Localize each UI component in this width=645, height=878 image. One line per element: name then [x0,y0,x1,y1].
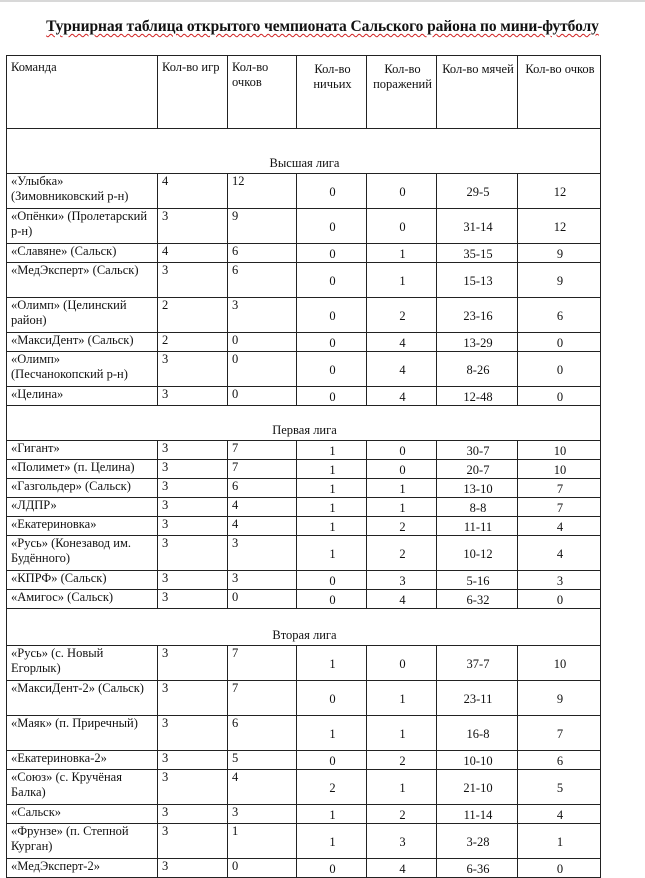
cell-goals: 8-26 [437,352,518,387]
cell-points: 6 [228,244,297,263]
cell-games: 3 [158,479,228,498]
cell-games: 3 [158,517,228,536]
standings-table [6,55,601,878]
cell-draws: 1 [297,716,367,751]
cell-points: 7 [228,441,297,460]
cell-points2: 0 [518,352,601,387]
cell-draws: 0 [297,751,367,770]
cell-goals: 37-7 [437,646,518,681]
cell-draws: 1 [297,805,367,824]
cell-losses: 4 [367,387,437,406]
cell-goals: 30-7 [437,441,518,460]
cell-losses: 1 [367,770,437,805]
table-row [7,174,601,209]
title-text: Турнирная таблица открытого чемпионата Сальского района по мини-футболу [46,18,599,35]
cell-draws: 1 [297,460,367,479]
cell-goals: 6-36 [437,859,518,878]
cell-games: 2 [158,298,228,333]
cell-points2: 12 [518,209,601,244]
cell-games: 3 [158,751,228,770]
cell-team: «Фрунзе» (п. Степной Курган) [7,824,158,859]
cell-draws: 0 [297,859,367,878]
page-top-edge [0,0,645,2]
cell-games: 3 [158,590,228,609]
cell-team: «Улыбка» (Зимовниковский р-н) [7,174,158,209]
table-row [7,298,601,333]
cell-goals: 8-8 [437,498,518,517]
cell-points2: 0 [518,590,601,609]
cell-goals: 31-14 [437,209,518,244]
cell-team: «Русь» (Конезавод им. Будённого) [7,536,158,571]
cell-team: «Олимп» (Целинский район) [7,298,158,333]
cell-games: 3 [158,352,228,387]
cell-games: 3 [158,824,228,859]
table-row [7,770,601,805]
table-row [7,716,601,751]
cell-draws: 0 [297,298,367,333]
cell-games: 3 [158,770,228,805]
cell-losses: 1 [367,263,437,298]
cell-draws: 1 [297,479,367,498]
cell-points: 0 [228,590,297,609]
league-title: Высшая лига [7,129,601,174]
cell-points2: 4 [518,805,601,824]
cell-points2: 7 [518,479,601,498]
cell-points: 4 [228,770,297,805]
cell-goals: 23-16 [437,298,518,333]
cell-draws: 1 [297,441,367,460]
cell-points2: 3 [518,571,601,590]
cell-team: «Маяк» (п. Приречный) [7,716,158,751]
cell-points2: 4 [518,536,601,571]
cell-games: 3 [158,805,228,824]
cell-points2: 4 [518,517,601,536]
cell-points: 6 [228,479,297,498]
cell-losses: 1 [367,479,437,498]
cell-points2: 0 [518,387,601,406]
cell-team: «Олимп» (Песчанокопский р-н) [7,352,158,387]
cell-points2: 6 [518,751,601,770]
cell-goals: 23-11 [437,681,518,716]
cell-draws: 1 [297,498,367,517]
cell-games: 3 [158,571,228,590]
cell-draws: 1 [297,824,367,859]
cell-points: 4 [228,517,297,536]
table-row [7,517,601,536]
cell-losses: 0 [367,209,437,244]
table-header-row [7,56,601,129]
cell-points: 3 [228,298,297,333]
cell-goals: 29-5 [437,174,518,209]
cell-draws: 0 [297,681,367,716]
table-row [7,681,601,716]
cell-losses: 2 [367,517,437,536]
cell-points: 3 [228,536,297,571]
table-row [7,460,601,479]
table-row [7,441,601,460]
cell-losses: 1 [367,681,437,716]
cell-games: 3 [158,460,228,479]
cell-games: 3 [158,387,228,406]
cell-goals: 13-29 [437,333,518,352]
cell-points2: 5 [518,770,601,805]
cell-points2: 0 [518,333,601,352]
table-row [7,209,601,244]
cell-points: 1 [228,824,297,859]
cell-games: 3 [158,716,228,751]
cell-points: 7 [228,681,297,716]
cell-draws: 2 [297,770,367,805]
cell-goals: 35-15 [437,244,518,263]
cell-goals: 10-10 [437,751,518,770]
cell-losses: 2 [367,298,437,333]
cell-games: 3 [158,681,228,716]
cell-losses: 1 [367,498,437,517]
cell-team: «Целина» [7,387,158,406]
cell-points: 5 [228,751,297,770]
cell-team: «Екатериновка-2» [7,751,158,770]
cell-draws: 0 [297,174,367,209]
cell-points2: 9 [518,244,601,263]
cell-points2: 10 [518,460,601,479]
cell-points: 6 [228,263,297,298]
cell-games: 4 [158,244,228,263]
cell-losses: 3 [367,571,437,590]
league-title: Вторая лига [7,609,601,646]
cell-losses: 2 [367,751,437,770]
header-team: Команда [7,56,158,129]
cell-draws: 0 [297,352,367,387]
cell-team: «Амигос» (Сальск) [7,590,158,609]
cell-team: «Русь» (с. Новый Егорлык) [7,646,158,681]
cell-draws: 1 [297,646,367,681]
league-row [7,609,601,646]
table-row [7,498,601,517]
cell-goals: 20-7 [437,460,518,479]
table-row [7,536,601,571]
cell-points2: 6 [518,298,601,333]
cell-points2: 7 [518,498,601,517]
cell-goals: 6-32 [437,590,518,609]
cell-goals: 13-10 [437,479,518,498]
cell-team: «КПРФ» (Сальск) [7,571,158,590]
header-games: Кол-во игр [158,56,228,129]
table-row [7,263,601,298]
cell-games: 3 [158,209,228,244]
cell-draws: 0 [297,571,367,590]
cell-goals: 3-28 [437,824,518,859]
cell-draws: 0 [297,263,367,298]
cell-draws: 1 [297,517,367,536]
league-row [7,129,601,174]
cell-goals: 21-10 [437,770,518,805]
cell-points: 6 [228,716,297,751]
cell-games: 4 [158,174,228,209]
table-row [7,805,601,824]
cell-team: «МедЭксперт-2» [7,859,158,878]
cell-team: «МедЭксперт» (Сальск) [7,263,158,298]
cell-draws: 1 [297,536,367,571]
cell-games: 3 [158,498,228,517]
cell-points2: 12 [518,174,601,209]
cell-losses: 0 [367,441,437,460]
cell-team: «Сальск» [7,805,158,824]
cell-points2: 10 [518,441,601,460]
table-row [7,352,601,387]
cell-points: 7 [228,460,297,479]
cell-goals: 10-12 [437,536,518,571]
cell-points2: 10 [518,646,601,681]
header-points: Кол-во очков [228,56,297,129]
cell-points: 7 [228,646,297,681]
cell-goals: 15-13 [437,263,518,298]
cell-points: 3 [228,571,297,590]
cell-points: 0 [228,859,297,878]
cell-games: 3 [158,263,228,298]
league-title: Первая лига [7,406,601,441]
cell-games: 2 [158,333,228,352]
table-row [7,646,601,681]
cell-draws: 0 [297,333,367,352]
cell-goals: 11-11 [437,517,518,536]
cell-points: 4 [228,498,297,517]
cell-goals: 5-16 [437,571,518,590]
cell-team: «Союз» (с. Кручёная Балка) [7,770,158,805]
cell-draws: 0 [297,590,367,609]
cell-points2: 9 [518,681,601,716]
cell-points2: 0 [518,859,601,878]
cell-losses: 0 [367,174,437,209]
table-row [7,824,601,859]
header-goals: Кол-во мячей [437,56,518,129]
cell-points: 3 [228,805,297,824]
cell-games: 3 [158,441,228,460]
cell-losses: 0 [367,460,437,479]
cell-losses: 1 [367,244,437,263]
cell-losses: 4 [367,333,437,352]
cell-points: 9 [228,209,297,244]
cell-points: 0 [228,387,297,406]
cell-games: 3 [158,859,228,878]
cell-goals: 16-8 [437,716,518,751]
table-row [7,387,601,406]
cell-team: «Полимет» (п. Целина) [7,460,158,479]
cell-team: «ЛДПР» [7,498,158,517]
document-title [0,18,645,36]
cell-draws: 0 [297,387,367,406]
cell-team: «Гигант» [7,441,158,460]
cell-losses: 4 [367,352,437,387]
table-row [7,479,601,498]
table-row [7,333,601,352]
cell-losses: 3 [367,824,437,859]
cell-points2: 7 [518,716,601,751]
cell-draws: 0 [297,209,367,244]
table-row [7,859,601,878]
cell-team: «Газгольдер» (Сальск) [7,479,158,498]
cell-points: 12 [228,174,297,209]
header-losses: Кол-во поражений [367,56,437,129]
cell-points2: 9 [518,263,601,298]
cell-goals: 12-48 [437,387,518,406]
table-row [7,751,601,770]
cell-losses: 4 [367,859,437,878]
cell-losses: 4 [367,590,437,609]
table-row [7,590,601,609]
cell-team: «МаксиДент» (Сальск) [7,333,158,352]
table-row [7,244,601,263]
cell-goals: 11-14 [437,805,518,824]
cell-team: «Славяне» (Сальск) [7,244,158,263]
cell-games: 3 [158,646,228,681]
cell-points2: 1 [518,824,601,859]
cell-team: «Екатериновка» [7,517,158,536]
cell-team: «МаксиДент-2» (Сальск) [7,681,158,716]
table-row [7,571,601,590]
header-points-total: Кол-во очков [518,56,601,129]
cell-losses: 1 [367,716,437,751]
league-row [7,406,601,441]
cell-team: «Опёнки» (Пролетарский р-н) [7,209,158,244]
header-draws: Кол-во ничьих [297,56,367,129]
cell-points: 0 [228,333,297,352]
cell-losses: 0 [367,646,437,681]
cell-games: 3 [158,536,228,571]
cell-points: 0 [228,352,297,387]
cell-losses: 2 [367,536,437,571]
cell-losses: 2 [367,805,437,824]
cell-draws: 0 [297,244,367,263]
